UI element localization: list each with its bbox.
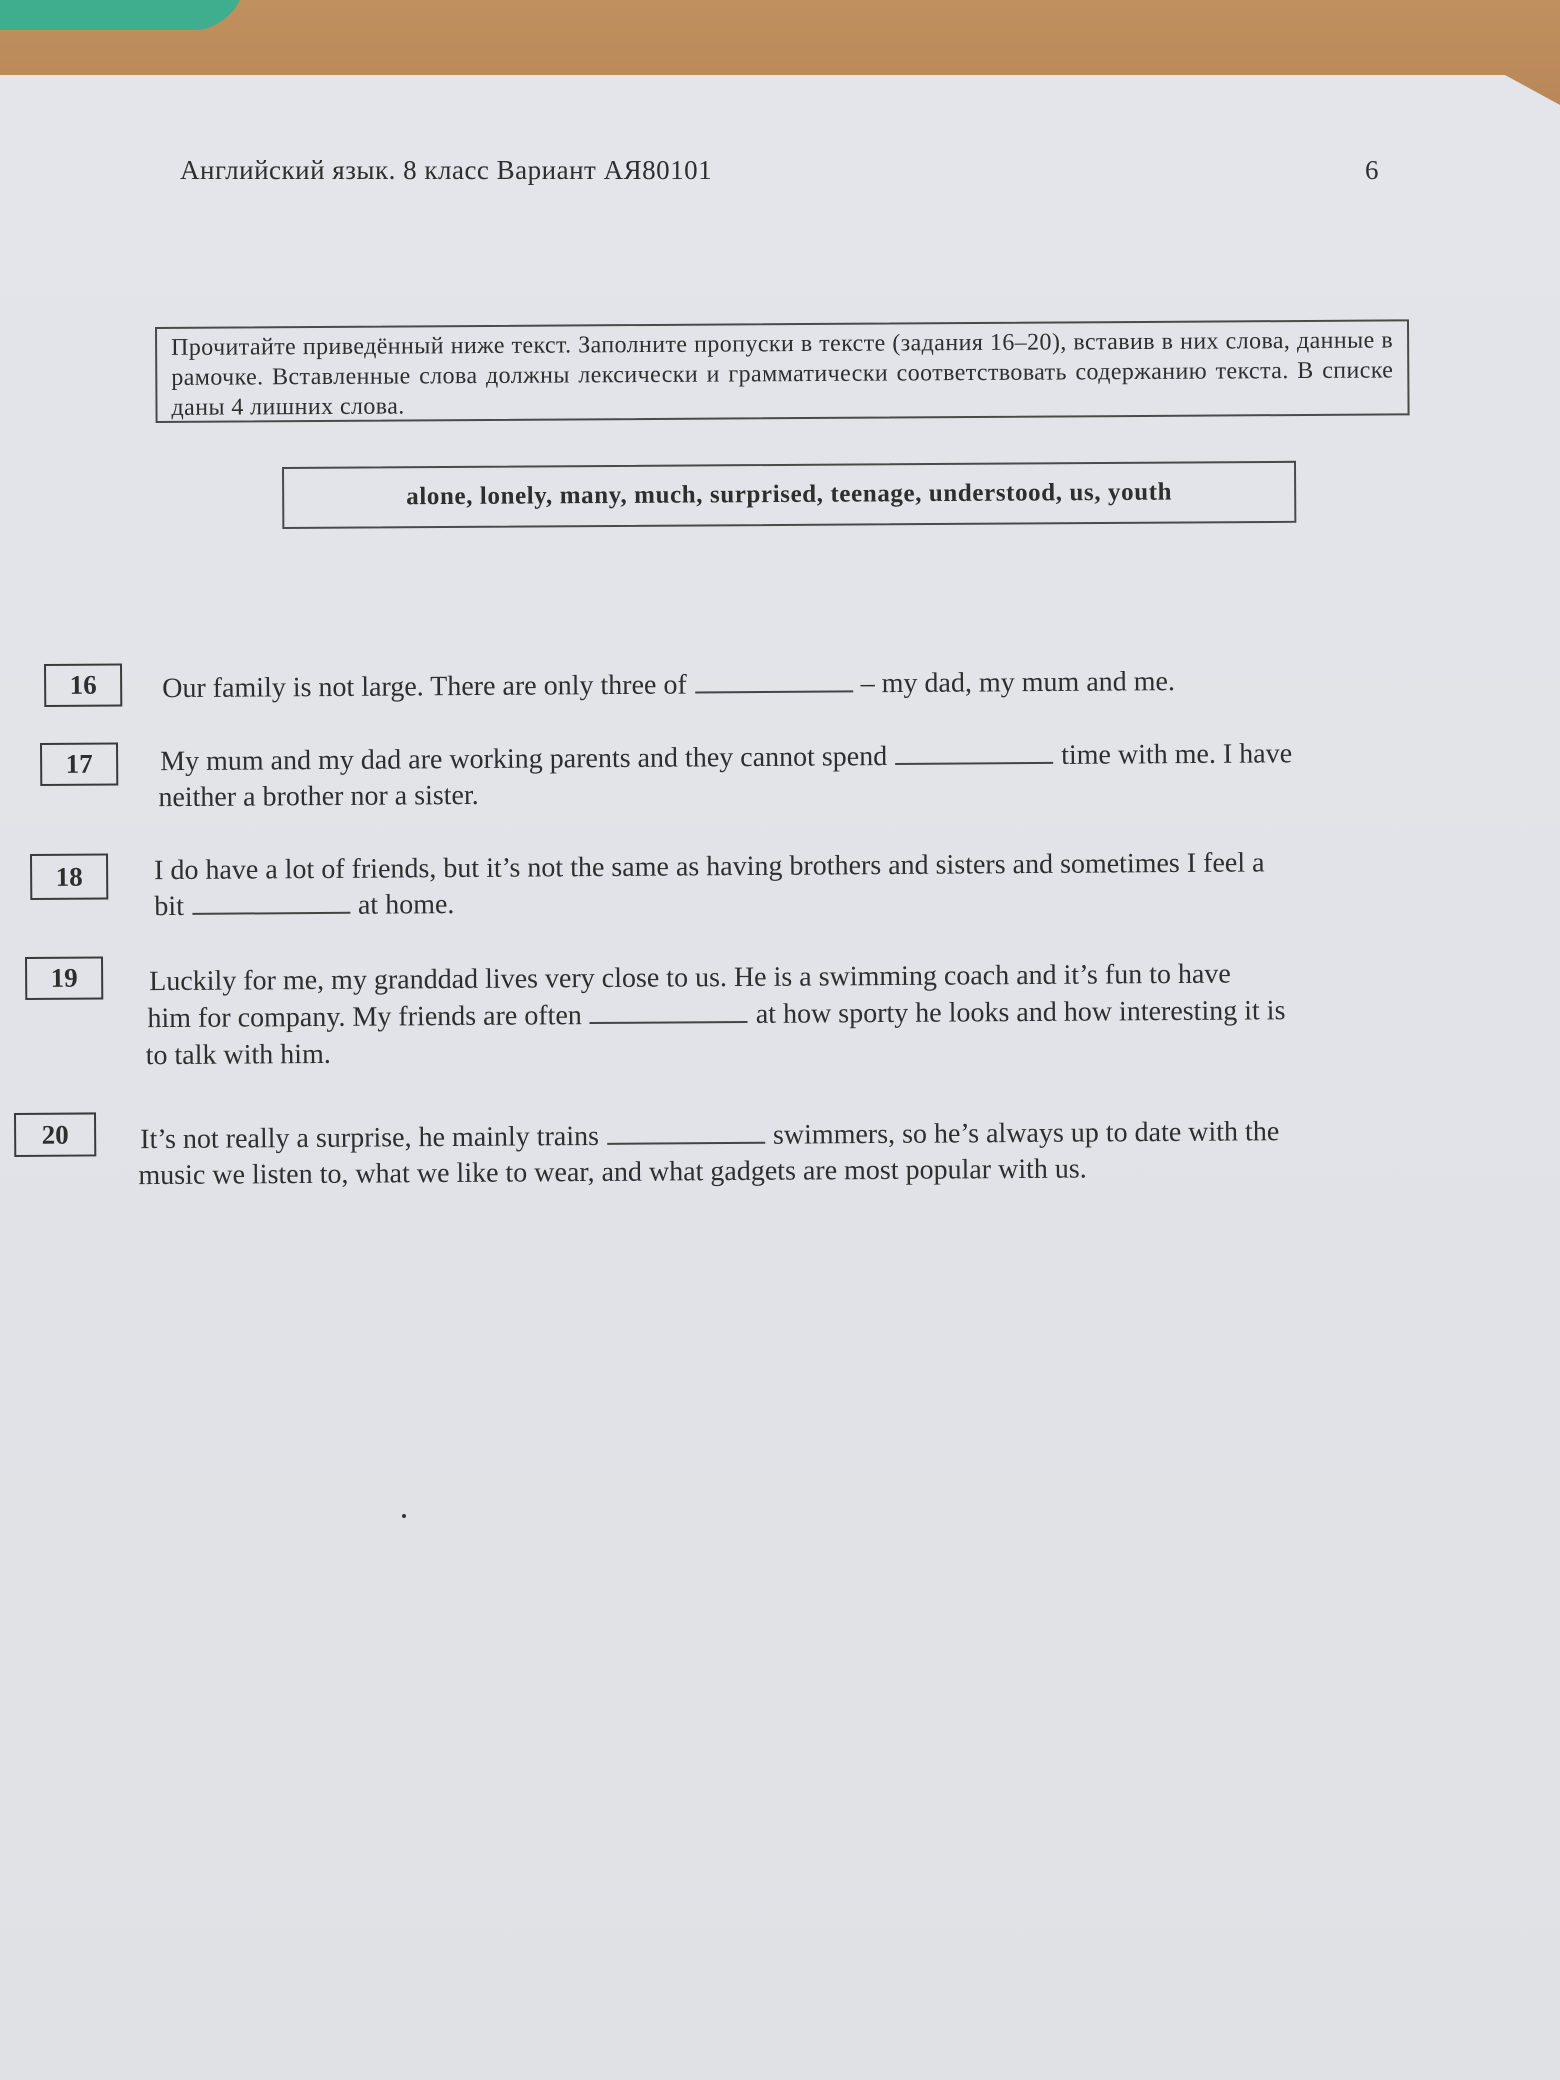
- task-number-box: 20: [14, 1112, 96, 1157]
- task-text: [154, 887, 454, 925]
- instruction-box: [155, 319, 1410, 423]
- task-text-line: Luckily for me, my granddad lives very close to us. He is a swimming coach and it’s fun to have: [149, 958, 1231, 998]
- task-text-line: time with me. I have: [1061, 738, 1293, 771]
- task-text-line: Our family is not large. There are only three of: [162, 669, 687, 705]
- task-text-line: at how sporty he looks and how interesting it is: [755, 995, 1286, 1030]
- green-object: [0, 0, 240, 30]
- task-text-line: swimmers, so he’s always up to date with the: [772, 1116, 1280, 1151]
- task-text-line: My mum and my dad are working parents and they cannot spend: [160, 741, 888, 778]
- task-text: [162, 664, 1175, 707]
- answer-blank[interactable]: [695, 666, 853, 693]
- task-number-box: 19: [25, 956, 103, 1000]
- task-text-line: him for company. My friends are often: [147, 1000, 582, 1035]
- task-text-line: to talk with him.: [145, 1038, 331, 1072]
- header-title: Английский язык. 8 класс Вариант АЯ80101: [180, 155, 713, 185]
- word-bank-list: alone, lonely, many, much, surprised, teenage, understood, us, youth: [406, 478, 1173, 511]
- task-number-box: 18: [30, 853, 108, 900]
- task-number-box: 17: [40, 742, 118, 786]
- task-text-line: It’s not really a surprise, he mainly trains: [140, 1120, 600, 1156]
- task-text-line: – my dad, my mum and me.: [860, 666, 1176, 700]
- page-number: 6: [1365, 155, 1379, 185]
- answer-blank[interactable]: [895, 738, 1053, 765]
- task-text-line: bit: [154, 890, 185, 923]
- paper-speck: [402, 1514, 406, 1518]
- task-text-line: I do have a lot of friends, but it’s not the same as having brothers and sisters and sometimes I feel a: [154, 847, 1265, 887]
- instruction-text: Прочитайте приведённый ниже текст. Заполните пропуски в тексте (задания 16–20), вставив в них слова, данные в рамочке. Вставленные слова должны лексически и грамматически соответствовать содержанию текста. В списке даны 4 лишних слова.: [171, 327, 1394, 421]
- answer-blank[interactable]: [192, 888, 350, 915]
- task-number-box: 16: [44, 663, 122, 707]
- answer-blank[interactable]: [607, 1118, 765, 1145]
- task-text-line: at home.: [357, 889, 455, 921]
- word-bank-box: [282, 461, 1296, 529]
- answer-blank[interactable]: [590, 997, 748, 1024]
- task-text-line: neither a brother nor a sister.: [158, 779, 479, 814]
- task-text-line: music we listen to, what we like to wear, and what gadgets are most popular with us.: [138, 1153, 1087, 1192]
